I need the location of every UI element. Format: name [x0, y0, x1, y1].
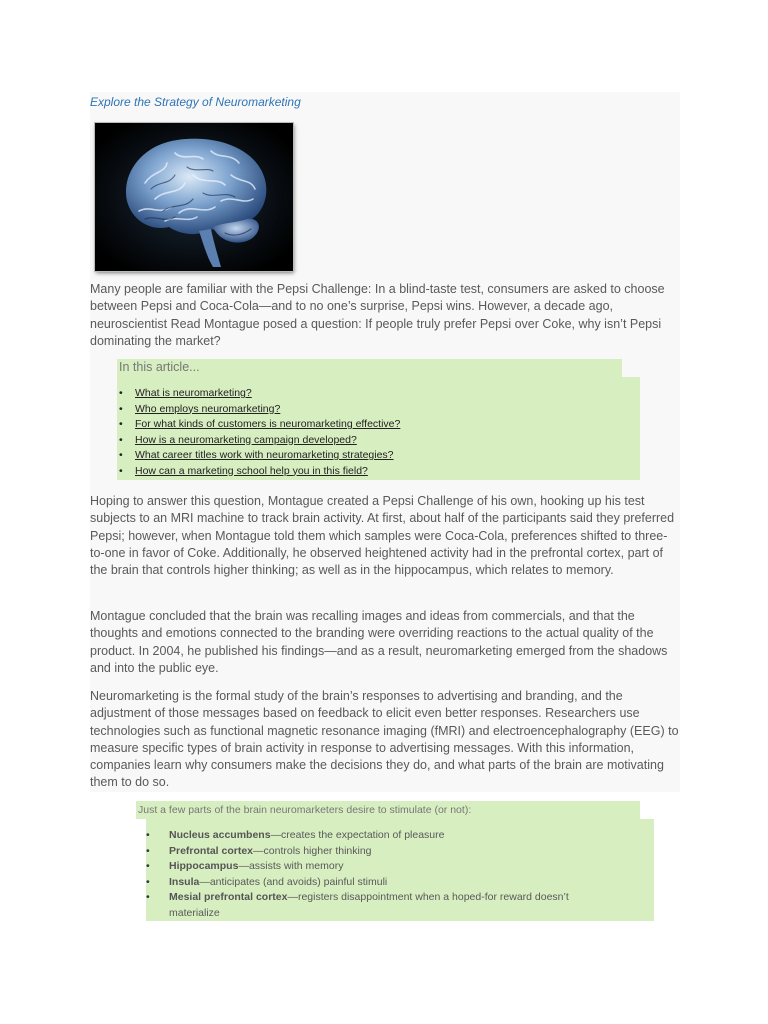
list-item [146, 828, 616, 844]
brain-parts-header [136, 801, 640, 819]
part-desc: —registers disappointment when a hoped-for reward doesn’t materialize [169, 891, 569, 919]
in-this-article-box [117, 377, 640, 480]
article-links-list [119, 386, 400, 479]
list-item [146, 859, 616, 875]
brain-icon [95, 123, 293, 271]
link-campaign-developed[interactable]: How is a neuromarketing campaign developed? [135, 433, 357, 446]
list-item [119, 433, 400, 449]
list-item [119, 402, 400, 418]
intro-paragraph: Many people are familiar with the Pepsi Challenge: In a blind-taste test, consumers are asked to choose between Pepsi and Coca-Cola—and to no one’s surprise, Pepsi wins. However, a decade ago, neuroscientist Read Montague posed a question: If people truly prefer Pepsi over Coke, why isn’t Pepsi dominating the market? [90, 282, 665, 348]
list-item [146, 875, 616, 891]
brain-parts-box [146, 819, 654, 921]
link-career-titles[interactable]: What career titles work with neuromarketing strategies? [135, 449, 394, 461]
list-item [119, 464, 400, 480]
body-paragraph-2: Montague concluded that the brain was recalling images and ideas from commercials, and that the thoughts and emotions connected to the branding were overriding reactions to the actual quality of the product. In 2004, he published his findings—and as a result, neuromarketing emerged from the shadows and into the public eye. [90, 609, 668, 675]
part-term: Prefrontal cortex [169, 844, 254, 857]
part-term: Mesial prefrontal cortex [169, 891, 288, 903]
part-desc: —assists with memory [238, 860, 344, 872]
list-item [146, 890, 616, 921]
link-marketing-school[interactable]: How can a marketing school help you in this field? [135, 464, 368, 477]
link-customers-effective[interactable]: For what kinds of customers is neuromarketing effective? [135, 418, 401, 430]
list-item [119, 448, 400, 464]
part-term: Insula [169, 875, 200, 888]
in-this-article-heading: In this article... [119, 360, 200, 374]
link-what-is-neuromarketing[interactable]: What is neuromarketing? [135, 387, 252, 399]
list-item [119, 386, 400, 402]
brain-parts-list [146, 828, 616, 921]
part-term: Hippocampus [169, 860, 239, 872]
part-desc: —creates the expectation of pleasure [270, 829, 445, 841]
in-this-article-header [117, 359, 622, 377]
list-item [146, 844, 616, 860]
part-desc: —anticipates (and avoids) painful stimuli [199, 875, 388, 888]
brain-parts-heading: Just a few parts of the brain neuromarketers desire to stimulate (or not): [138, 804, 472, 816]
body-paragraph-1: Hoping to answer this question, Montague created a Pepsi Challenge of his own, hooking up his test subjects to an MRI machine to track brain activity. At first, about half of the participants said they preferred Pepsi; however, when Montague told them which samples were Coca-Cola, preferences shifted to three-to-one in favor of Coke. Additionally, he observed heightened activity had in the prefrontal cortex, part of the brain that controls higher thinking; as well as in the hippocampus, which relates to memory. [90, 494, 675, 578]
part-term: Nucleus accumbens [169, 829, 271, 841]
link-who-employs[interactable]: Who employs neuromarketing? [135, 402, 281, 415]
article-title: Explore the Strategy of Neuromarketing [90, 95, 301, 109]
brain-image [95, 123, 293, 271]
list-item [119, 417, 400, 433]
part-desc: —controls higher thinking [253, 844, 372, 857]
body-paragraph-3: Neuromarketing is the formal study of the brain’s responses to advertising and branding, and the adjustment of those messages based on feedback to elicit even better responses. Researchers use technologies such as functional magnetic resonance imaging (fMRI) and electroencephalography (EEG) to measure specific types of brain activity in response to advertising messages. With this information, companies learn why consumers make the decisions they do, and what parts of the brain are motivating them to do so. [90, 689, 679, 790]
